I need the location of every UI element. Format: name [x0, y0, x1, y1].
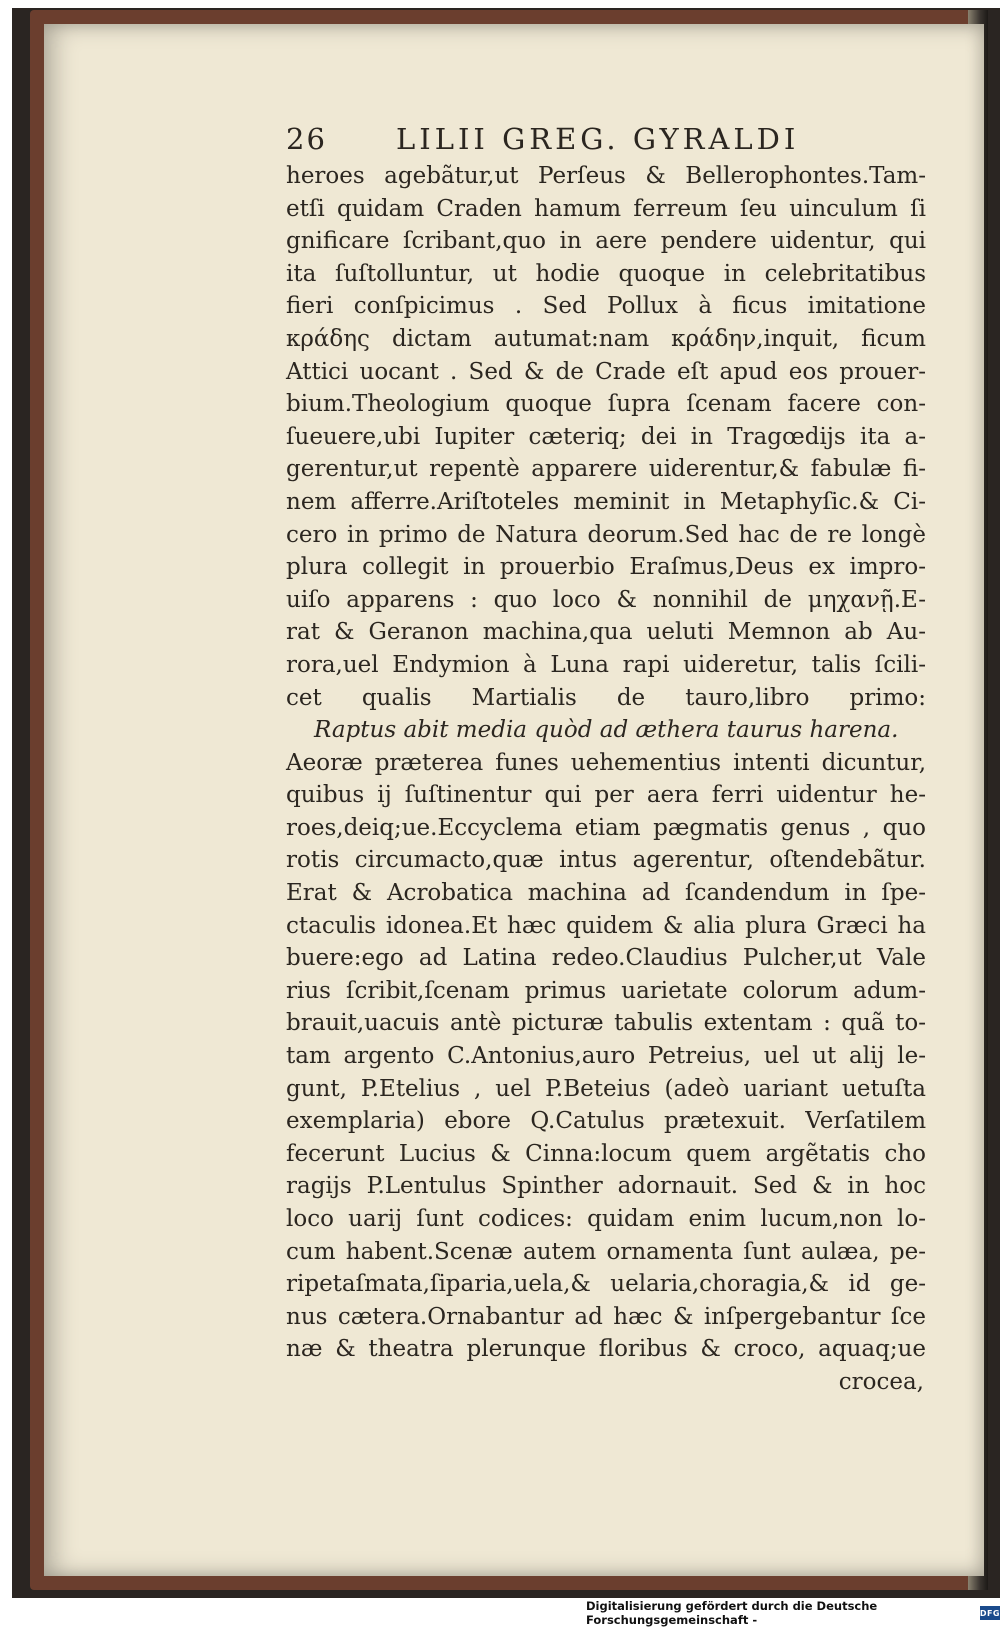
dfg-logo: DFG [980, 1606, 1000, 1620]
running-head [286, 122, 926, 156]
text-line: bium.Theologium quoque ſupra ſcenam facere con- [286, 391, 926, 418]
page-text-block [286, 122, 926, 1398]
text-line: tam argento C.Antonius,auro Petreius, uel ut alij le- [286, 1043, 926, 1070]
text-line: ragijs P.Lentulus Spinther adornauit. Sed & in hoc [286, 1173, 926, 1200]
text-line: gnificare ſcribant,quo in aere pendere uidentur, qui [286, 228, 926, 255]
text-line: buere:ego ad Latina redeo.Claudius Pulcher,ut Vale [286, 945, 926, 972]
page-number: 26 [286, 122, 327, 156]
text-line: uiſo apparens : quo loco & nonnihil de μηχανῇ.E- [286, 586, 926, 613]
text-line: exemplaria) ebore Q.Catulus prætexuit. Verſatilem [286, 1108, 926, 1135]
text-line: plura collegit in prouerbio Eraſmus,Deus ex impro- [286, 554, 926, 581]
text-line: fecerunt Lucius & Cinna:locum quem argẽtatis cho [286, 1140, 926, 1167]
text-line: loco uarij ſunt codices: quidam enim lucum,non lo- [286, 1206, 926, 1232]
running-head-title: LILII GREG. GYRALDI [396, 122, 800, 156]
text-line: roes,deiq;ue.Eccyclema etiam pægmatis genus , quo [286, 814, 926, 841]
text-line: Aeoræ præterea funes uehementius intenti dicuntur, [286, 749, 926, 776]
text-line: fieri conſpicimus . Sed Pollux à ficus imitatione [286, 293, 926, 320]
text-line: gunt, P.Etelius , uel P.Beteius (adeò uariant uetuſta [286, 1075, 926, 1102]
catchword: crocea, [838, 1368, 924, 1395]
text-line: κράδης dictam autumat:nam κράδην,inquit, ficum [286, 325, 926, 352]
text-line: rotis circumacto,quæ intus agerentur, oſtendebãtur. [286, 847, 926, 874]
footer-credit-text: Digitalisierung gefördert durch die Deutsche Forschungsgemeinschaft - [586, 1599, 878, 1627]
text-line: cum habent.Scenæ autem ornamenta ſunt aulæa, pe- [286, 1238, 926, 1265]
text-line: ripetaſmata,ſiparia,uela,& uelaria,choragia,& id ge- [286, 1271, 926, 1298]
text-line: etſi quidam Craden hamum ferreum ſeu uinculum ſi [286, 195, 926, 222]
text-line: Erat & Acrobatica machina ad ſcandendum in ſpe- [286, 880, 926, 907]
verse-quotation: Raptus abit media quòd ad æthera taurus harena. [314, 717, 899, 744]
text-line: ita ſuſtolluntur, ut hodie quoque in celebritatibus [286, 260, 926, 287]
text-line: rius ſcribit,ſcenam primus uarietate colorum adum- [286, 977, 926, 1004]
text-line: heroes agebãtur,ut Perſeus & Bellerophontes.Tam- [286, 163, 926, 189]
text-line: brauit,uacuis antè picturæ tabulis extentam : quã to- [286, 1010, 926, 1037]
body-paragraph-1 [286, 160, 926, 714]
text-line: rora,uel Endymion à Luna rapi uideretur, talis ſcili- [286, 651, 926, 678]
text-line: quibus ij ſuſtinentur qui per aera ferri uidentur he- [286, 782, 926, 809]
text-line: næ & theatra plerunque floribus & croco, aquaq;ue [286, 1336, 926, 1363]
text-line: cero in primo de Natura deorum.Sed hac de re longè [286, 521, 926, 548]
text-line: ſueuere,ubi Iupiter cæteriq; dei in Tragœdijs ita a- [286, 423, 926, 450]
digitization-footer [586, 1599, 1000, 1627]
text-line: gerentur,ut repentè apparere uiderentur,& fabulæ fi- [286, 456, 926, 483]
text-line: nus cætera.Ornabantur ad hæc & inſpergebantur ſce [286, 1303, 926, 1330]
body-paragraph-2 [286, 747, 926, 1366]
text-line: nem afferre.Ariſtoteles meminit in Metaphyſic.& Ci- [286, 488, 926, 515]
text-line: ctaculis idonea.Et hæc quidem & alia plura Græci ha [286, 912, 926, 939]
text-line: Attici uocant . Sed & de Crade eſt apud eos prouer- [286, 358, 926, 385]
text-line: cet qualis Martialis de tauro,libro primo: [286, 684, 926, 711]
text-line: rat & Geranon machina,qua ueluti Memnon ab Au- [286, 619, 926, 646]
